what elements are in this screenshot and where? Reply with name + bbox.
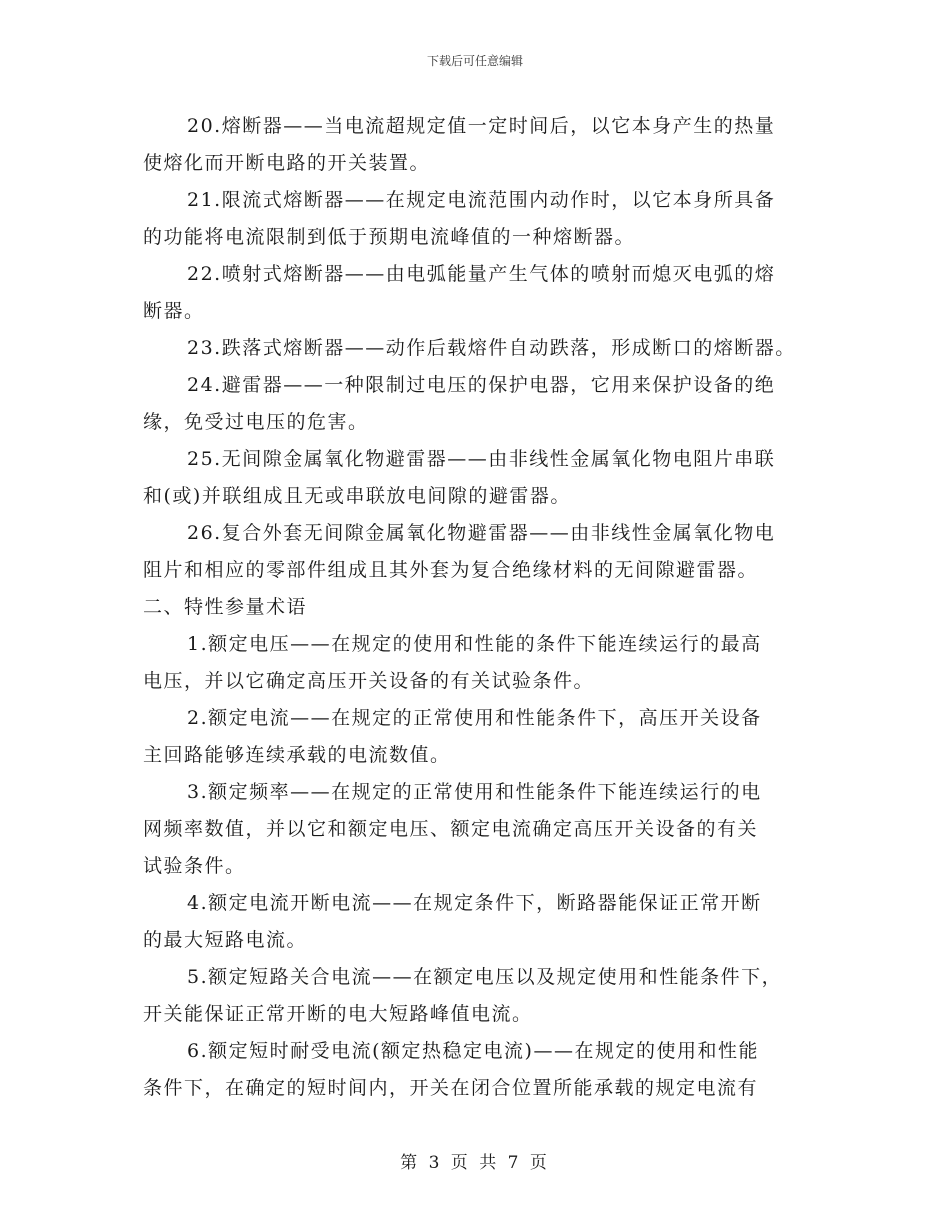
term-rated-current	[143, 700, 823, 774]
text-line: 阻片和相应的零部件组成且其外套为复合绝缘材料的无间隙避雷器。	[143, 559, 759, 581]
term-item-23	[143, 330, 823, 367]
text-line: 5.额定短路关合电流——在额定电压以及规定使用和性能条件下，	[187, 966, 783, 988]
term-rated-making-current	[143, 959, 823, 1033]
text-line: 断器。	[143, 300, 205, 322]
term-item-24	[143, 367, 823, 441]
term-rated-voltage	[143, 626, 823, 700]
text-line: 4.额定电流开断电流——在规定条件下，断路器能保证正常开断	[187, 892, 762, 914]
term-item-22	[143, 256, 823, 330]
text-line: 的最大短路电流。	[143, 929, 308, 951]
term-item-25	[143, 441, 823, 515]
text-line: 的功能将电流限制到低于预期电流峰值的一种熔断器。	[143, 226, 636, 248]
section-heading: 二、特性参量术语	[143, 596, 308, 618]
document-body	[143, 108, 823, 1107]
text-line: 主回路能够连续承载的电流数值。	[143, 744, 451, 766]
text-line: 和(或)并联组成且无或串联放电间隙的避雷器。	[143, 485, 571, 507]
text-line: 2.额定电流——在规定的正常使用和性能条件下，高压开关设备	[187, 707, 762, 729]
text-line: 26.复合外套无间隙金属氧化物避雷器——由非线性金属氧化物电	[187, 522, 776, 544]
term-item-20	[143, 108, 823, 182]
text-line: 6.额定短时耐受电流(额定热稳定电流)——在规定的使用和性能	[187, 1040, 759, 1062]
text-line: 1.额定电压——在规定的使用和性能的条件下能连续运行的最高	[187, 633, 762, 655]
text-line: 条件下，在确定的短时间内，开关在闭合位置所能承载的规定电流有	[143, 1077, 759, 1099]
text-line: 试验条件。	[143, 855, 246, 877]
term-item-26	[143, 515, 823, 589]
term-rated-breaking-current	[143, 885, 823, 959]
text-line: 缘，免受过电压的危害。	[143, 411, 369, 433]
text-line: 21.限流式熔断器——在规定电流范围内动作时，以它本身所具备	[187, 189, 776, 211]
text-line: 使熔化而开断电路的开关装置。	[143, 152, 431, 174]
text-line: 25.无间隙金属氧化物避雷器——由非线性金属氧化物电阻片串联	[187, 448, 776, 470]
text-line: 22.喷射式熔断器——由电弧能量产生气体的喷射而熄灭电弧的熔	[187, 263, 776, 285]
text-line: 24.避雷器——一种限制过电压的保护电器，它用来保护设备的绝	[187, 374, 776, 396]
text-line: 电压，并以它确定高压开关设备的有关试验条件。	[143, 670, 595, 692]
term-rated-short-time-current	[143, 1033, 823, 1107]
text-line: 网频率数值，并以它和额定电压、额定电流确定高压开关设备的有关	[143, 818, 759, 840]
text-line: 20.熔断器——当电流超规定值一定时间后，以它本身产生的热量	[187, 115, 776, 137]
text-line: 开关能保证正常开断的电大短路峰值电流。	[143, 1003, 533, 1025]
page-header: 下载后可任意编辑	[426, 54, 523, 68]
term-item-21	[143, 182, 823, 256]
page-number: 第 3 页 共 7 页	[400, 1153, 550, 1173]
term-rated-frequency	[143, 774, 823, 885]
text-line: 3.额定频率——在规定的正常使用和性能条件下能连续运行的电	[187, 781, 762, 803]
text-line: 23.跌落式熔断器——动作后载熔件自动跌落，形成断口的熔断器。	[187, 337, 796, 359]
